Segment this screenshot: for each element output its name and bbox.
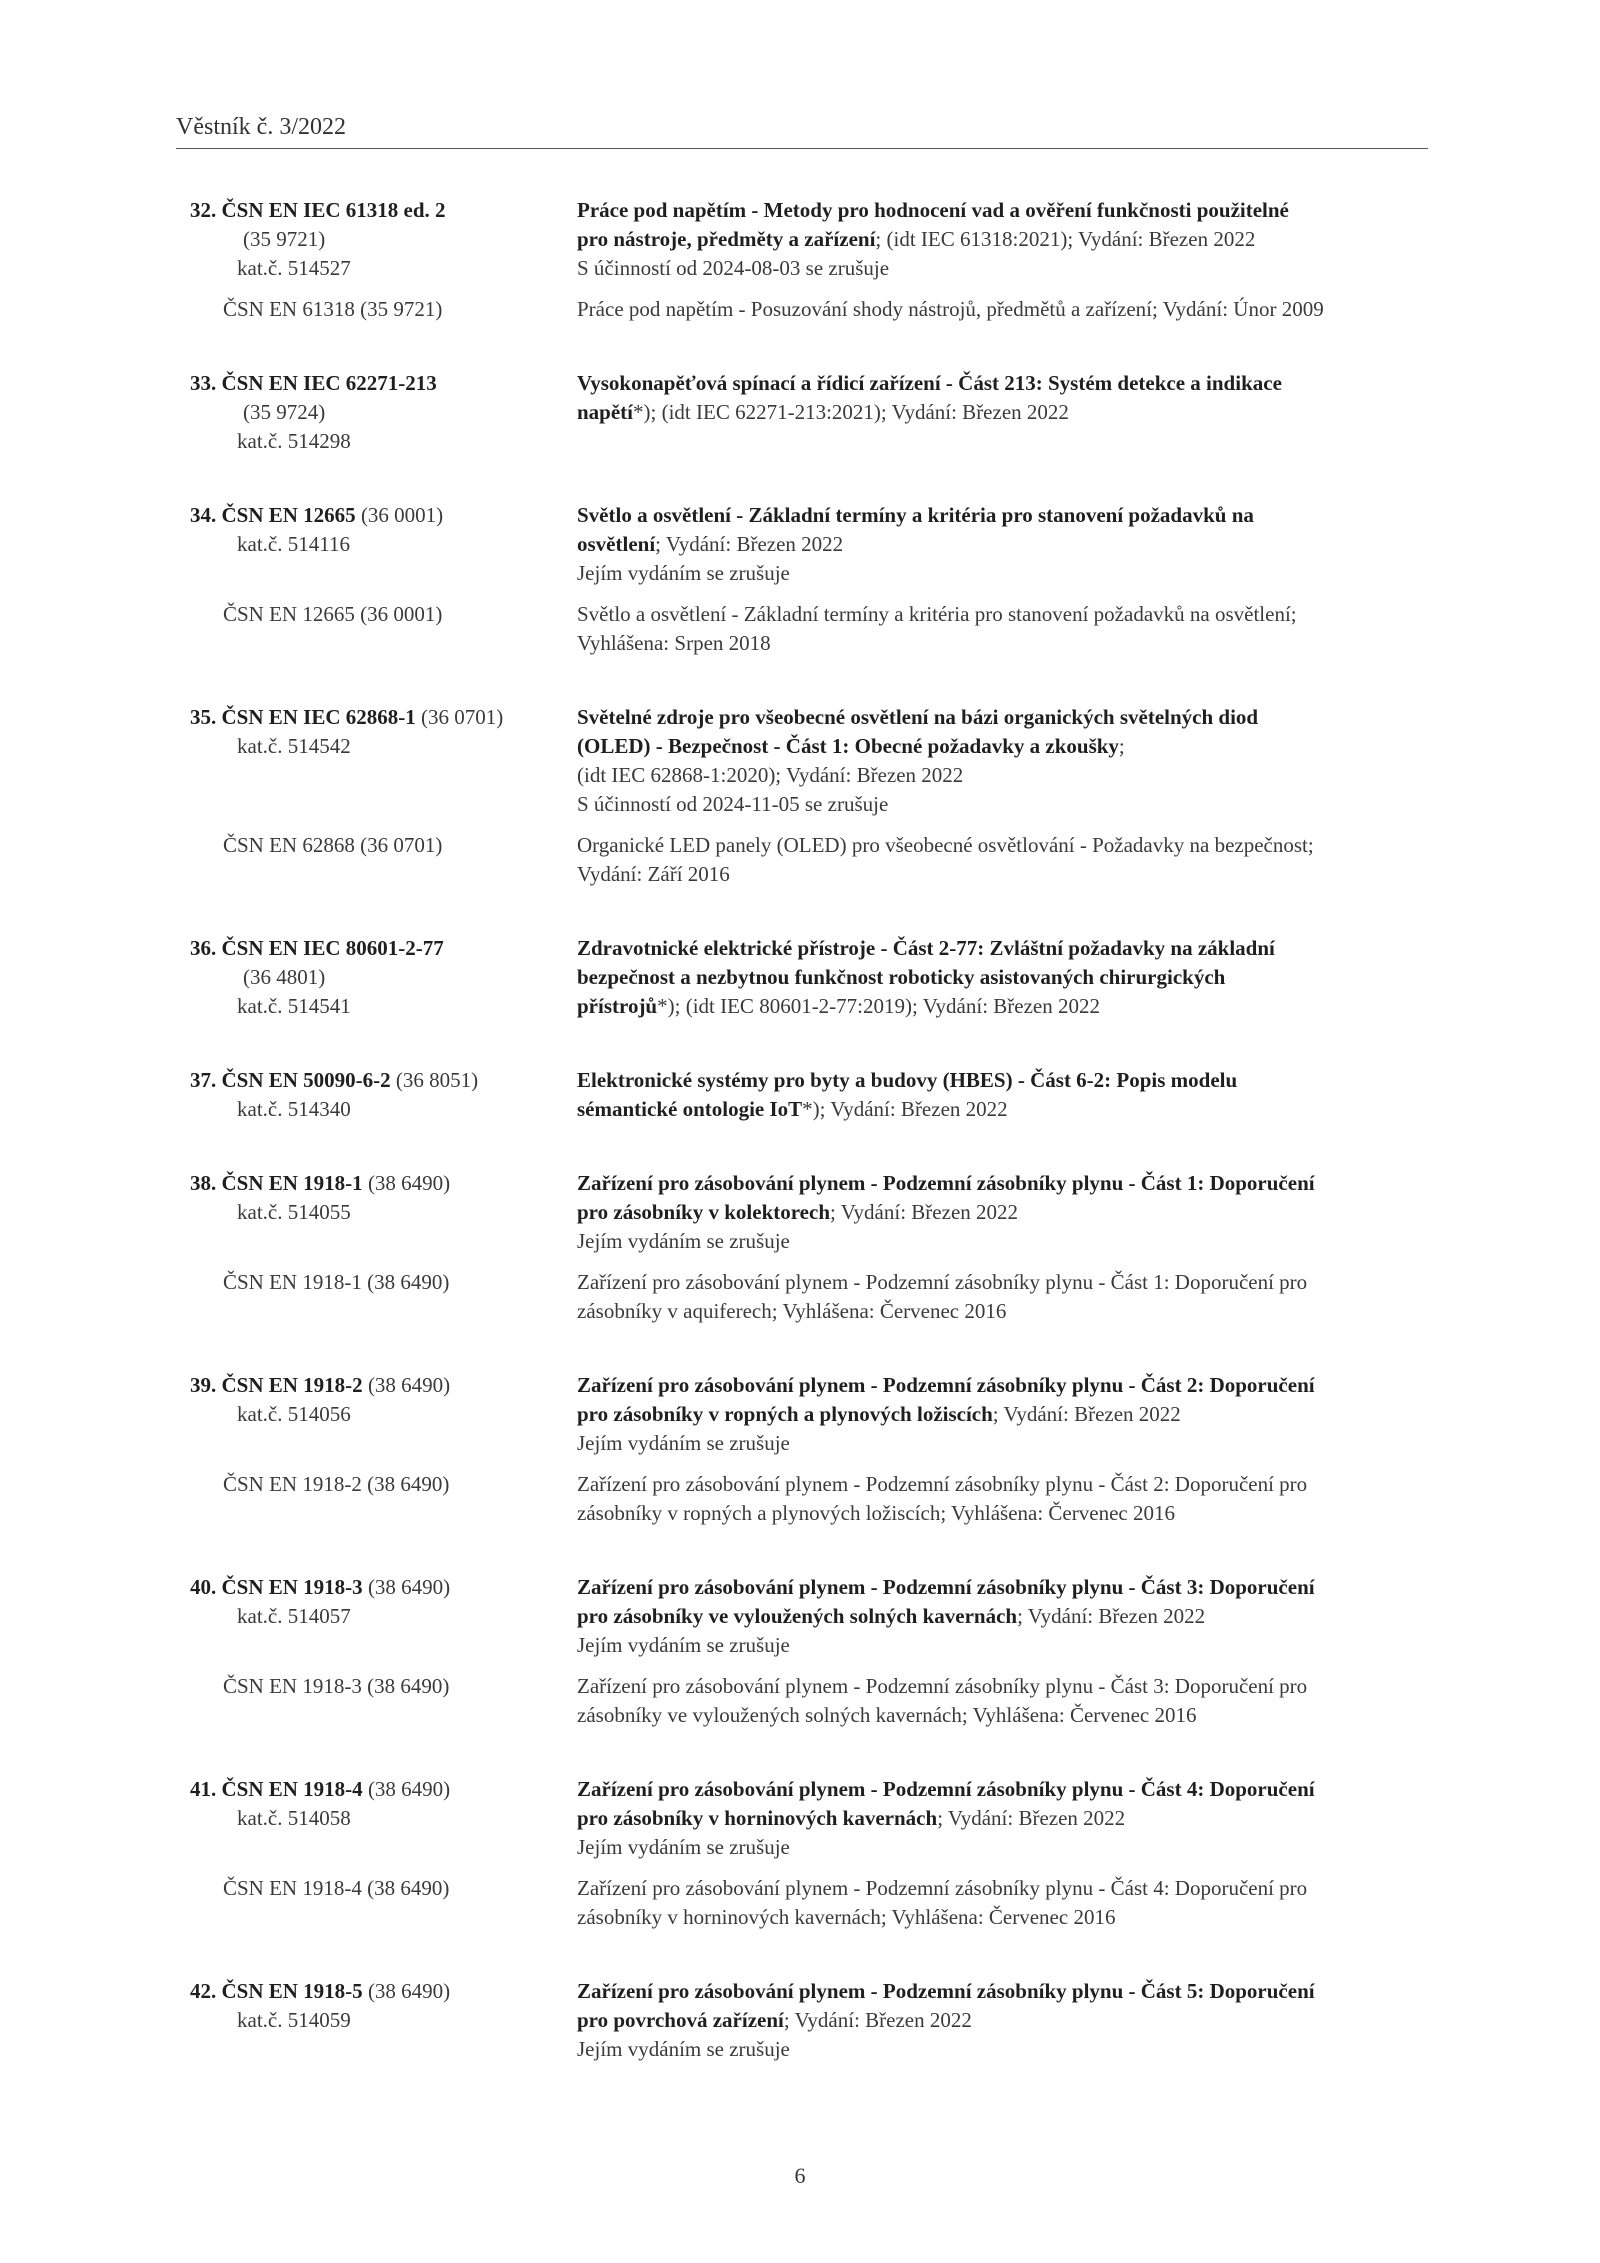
standard-entry xyxy=(176,196,1428,324)
entry-number: 33. xyxy=(190,371,217,395)
entry-identifier xyxy=(176,196,577,283)
entry-code-line xyxy=(190,703,577,732)
entry-class-code: (38 6490) xyxy=(367,1979,451,2003)
replaced-title-block xyxy=(577,1268,1428,1326)
entry-title-bold: Světlo a osvětlení - Základní termíny a kritéria pro stanovení požadavků na xyxy=(577,503,1254,527)
entry-title-line xyxy=(577,703,1428,732)
entry-number: 35. xyxy=(190,705,217,729)
entry-code: ČSN EN IEC 61318 ed. 2 xyxy=(221,198,446,222)
entry-number: 32. xyxy=(190,198,217,222)
entry-class-code: (38 6490) xyxy=(367,1373,451,1397)
entry-main-row xyxy=(176,1169,1428,1256)
entry-note: S účinností od 2024-11-05 se zrušuje xyxy=(577,792,889,816)
standard-entry xyxy=(176,1169,1428,1326)
entry-code: ČSN EN 12665 xyxy=(221,503,356,527)
entry-note: Jejím vydáním se zrušuje xyxy=(577,561,790,585)
entry-title-bold: Zařízení pro zásobování plynem - Podzemní zásobníky plynu - Část 4: Doporučení xyxy=(577,1777,1315,1801)
entry-title-suffix: (idt IEC 62868-1:2020); Vydání: Březen 2022 xyxy=(577,763,964,787)
replaced-title-line: Práce pod napětím - Posuzování shody nástrojů, předmětů a zařízení; Vydání: Únor 2009 xyxy=(577,297,1324,321)
entry-title-suffix: ; Vydání: Březen 2022 xyxy=(830,1200,1019,1224)
entry-title-line xyxy=(577,196,1428,225)
entry-identifier xyxy=(176,1573,577,1660)
entry-catalog-number: kat.č. 514059 xyxy=(237,2008,351,2032)
entry-code: ČSN EN IEC 62868-1 xyxy=(221,705,416,729)
replaced-title-line: zásobníky v ropných a plynových ložiscích; Vyhlášena: Červenec 2016 xyxy=(577,1501,1175,1525)
entry-number: 40. xyxy=(190,1575,217,1599)
entry-title-line xyxy=(577,1977,1428,2006)
standard-entry xyxy=(176,1066,1428,1124)
entry-title-bold: (OLED) - Bezpečnost - Část 1: Obecné požadavky a zkoušky xyxy=(577,734,1119,758)
header-title: Věstník č. 3/2022 xyxy=(176,114,346,140)
entry-title-bold: Zařízení pro zásobování plynem - Podzemní zásobníky plynu - Část 2: Doporučení xyxy=(577,1373,1315,1397)
entry-title-block xyxy=(577,501,1428,588)
entry-class-code: (35 9724) xyxy=(243,400,326,424)
entry-title-line xyxy=(577,501,1428,530)
entry-title-bold: pro zásobníky v ropných a plynových ložiscích xyxy=(577,1402,993,1426)
replaced-code: ČSN EN 62868 (36 0701) xyxy=(223,833,443,857)
entry-title-block xyxy=(577,196,1428,283)
replaced-standard-row xyxy=(176,831,1428,889)
entry-note: Jejím vydáním se zrušuje xyxy=(577,1633,790,1657)
entry-title-line xyxy=(577,1573,1428,1602)
entry-title-suffix: *); (idt IEC 62271-213:2021); Vydání: Březen 2022 xyxy=(633,400,1069,424)
entry-title-suffix: *); (idt IEC 80601-2-77:2019); Vydání: Březen 2022 xyxy=(657,994,1101,1018)
replaced-code: ČSN EN 61318 (35 9721) xyxy=(223,297,443,321)
replaced-title-line: Vydání: Září 2016 xyxy=(577,862,730,886)
entry-class-code: (36 0001) xyxy=(360,503,444,527)
entry-title-line xyxy=(577,398,1428,427)
entry-title-line xyxy=(577,2006,1428,2035)
entry-number: 39. xyxy=(190,1373,217,1397)
replaced-title-block xyxy=(577,1874,1428,1932)
entry-title-suffix: ; Vydání: Březen 2022 xyxy=(1017,1604,1206,1628)
entry-note: Jejím vydáním se zrušuje xyxy=(577,1835,790,1859)
entry-number: 41. xyxy=(190,1777,217,1801)
entry-identifier xyxy=(176,369,577,456)
entry-class-code: (38 6490) xyxy=(367,1575,451,1599)
entry-code: ČSN EN 1918-4 xyxy=(221,1777,363,1801)
replaced-title-line: zásobníky ve vyloužených solných kavernách; Vyhlášena: Červenec 2016 xyxy=(577,1703,1197,1727)
entry-class-code: (35 9721) xyxy=(243,227,326,251)
entry-catalog-number: kat.č. 514058 xyxy=(237,1806,351,1830)
entry-code-line xyxy=(190,369,577,398)
entry-main-row xyxy=(176,1573,1428,1660)
entry-title-suffix: ; Vydání: Březen 2022 xyxy=(783,2008,972,2032)
entry-title-line xyxy=(577,1169,1428,1198)
entry-title-suffix: *); Vydání: Březen 2022 xyxy=(802,1097,1008,1121)
replaced-standard-row xyxy=(176,1874,1428,1932)
replaced-title-block xyxy=(577,600,1428,658)
entry-title-bold: Světelné zdroje pro všeobecné osvětlení na bázi organických světelných diod xyxy=(577,705,1259,729)
entry-code: ČSN EN 1918-3 xyxy=(221,1575,363,1599)
entry-code: ČSN EN IEC 80601-2-77 xyxy=(221,936,444,960)
standard-entry xyxy=(176,1371,1428,1528)
page-header xyxy=(176,113,1428,149)
entry-title-bold: Elektronické systémy pro byty a budovy (HBES) - Část 6-2: Popis modelu xyxy=(577,1068,1238,1092)
replaced-standard-row xyxy=(176,1672,1428,1730)
replaced-standard-row xyxy=(176,1470,1428,1528)
entry-identifier xyxy=(176,501,577,588)
entry-main-row xyxy=(176,1775,1428,1862)
entry-number: 38. xyxy=(190,1171,217,1195)
entry-title-suffix: ; Vydání: Březen 2022 xyxy=(992,1402,1181,1426)
entry-main-row xyxy=(176,1066,1428,1124)
entry-code-line xyxy=(190,1169,577,1198)
entry-identifier xyxy=(176,1169,577,1256)
entry-title-line xyxy=(577,1804,1428,1833)
entry-code-line xyxy=(190,934,577,963)
replaced-code: ČSN EN 1918-3 (38 6490) xyxy=(223,1674,450,1698)
entry-code: ČSN EN 1918-5 xyxy=(221,1979,363,2003)
entry-title-line xyxy=(577,1066,1428,1095)
entry-title-line xyxy=(577,1371,1428,1400)
replaced-title-block xyxy=(577,295,1428,324)
standard-entry xyxy=(176,1573,1428,1730)
entry-title-bold: osvětlení xyxy=(577,532,656,556)
entry-identifier xyxy=(176,1066,577,1124)
entry-title-block xyxy=(577,1977,1428,2064)
entry-title-block xyxy=(577,1169,1428,1256)
replaced-title-block xyxy=(577,1672,1428,1730)
entry-title-line xyxy=(577,732,1428,761)
entry-title-bold: Práce pod napětím - Metody pro hodnocení vad a ověření funkčnosti použitelné xyxy=(577,198,1289,222)
entry-note: Jejím vydáním se zrušuje xyxy=(577,1431,790,1455)
entry-title-bold: Vysokonapěťová spínací a řídicí zařízení - Část 213: Systém detekce a indikace xyxy=(577,371,1282,395)
entry-title-suffix: ; (idt IEC 61318:2021); Vydání: Březen 2022 xyxy=(875,227,1256,251)
page-number: 6 xyxy=(794,2163,806,2188)
entry-catalog-number: kat.č. 514541 xyxy=(237,994,351,1018)
replaced-title-line: Zařízení pro zásobování plynem - Podzemní zásobníky plynu - Část 3: Doporučení pro xyxy=(577,1674,1308,1698)
replaced-code: ČSN EN 12665 (36 0001) xyxy=(223,602,443,626)
replaced-title-line: Zařízení pro zásobování plynem - Podzemní zásobníky plynu - Část 1: Doporučení pro xyxy=(577,1270,1308,1294)
entry-catalog-number: kat.č. 514116 xyxy=(237,532,350,556)
standard-entry xyxy=(176,934,1428,1021)
entry-title-bold: napětí xyxy=(577,400,634,424)
entry-title-line xyxy=(577,761,1428,790)
entry-title-suffix: ; xyxy=(1118,734,1125,758)
entry-title-line xyxy=(577,530,1428,559)
entry-identifier xyxy=(176,934,577,1021)
entry-main-row xyxy=(176,703,1428,819)
standard-entry xyxy=(176,1977,1428,2064)
replaced-title-block xyxy=(577,1470,1428,1528)
entry-code-line xyxy=(190,196,577,225)
entry-title-bold: Zařízení pro zásobování plynem - Podzemní zásobníky plynu - Část 1: Doporučení xyxy=(577,1171,1315,1195)
entry-title-bold: pro zásobníky v horninových kavernách xyxy=(577,1806,938,1830)
entry-code: ČSN EN IEC 62271-213 xyxy=(221,371,437,395)
entry-catalog-number: kat.č. 514056 xyxy=(237,1402,351,1426)
replaced-code: ČSN EN 1918-1 (38 6490) xyxy=(223,1270,450,1294)
entry-title-block xyxy=(577,934,1428,1021)
entry-number: 36. xyxy=(190,936,217,960)
entry-title-bold: sémantické ontologie IoT xyxy=(577,1097,803,1121)
entry-catalog-number: kat.č. 514527 xyxy=(237,256,351,280)
entry-number: 34. xyxy=(190,503,217,527)
entry-class-code: (36 8051) xyxy=(395,1068,479,1092)
entry-title-bold: přístrojů xyxy=(577,994,658,1018)
entry-code-line xyxy=(190,1775,577,1804)
entry-title-block xyxy=(577,703,1428,819)
replaced-title-line: Zařízení pro zásobování plynem - Podzemní zásobníky plynu - Část 2: Doporučení pro xyxy=(577,1472,1308,1496)
entry-title-line xyxy=(577,1400,1428,1429)
entry-code-line xyxy=(190,1066,577,1095)
entry-title-bold: pro povrchová zařízení xyxy=(577,2008,784,2032)
entry-main-row xyxy=(176,501,1428,588)
entry-catalog-number: kat.č. 514542 xyxy=(237,734,351,758)
entry-title-bold: pro zásobníky ve vyloužených solných kavernách xyxy=(577,1604,1018,1628)
replaced-title-block xyxy=(577,831,1428,889)
entry-title-line xyxy=(577,934,1428,963)
entry-note: Jejím vydáním se zrušuje xyxy=(577,1229,790,1253)
standard-entry xyxy=(176,703,1428,889)
replaced-title-line: Vyhlášena: Srpen 2018 xyxy=(577,631,771,655)
entry-catalog-number: kat.č. 514055 xyxy=(237,1200,351,1224)
entry-title-line xyxy=(577,963,1428,992)
entry-title-line xyxy=(577,1602,1428,1631)
standards-list xyxy=(176,196,1428,2109)
entry-code: ČSN EN 50090-6-2 xyxy=(221,1068,391,1092)
entry-title-line xyxy=(577,369,1428,398)
entry-title-line xyxy=(577,225,1428,254)
entry-number: 37. xyxy=(190,1068,217,1092)
entry-title-bold: Zařízení pro zásobování plynem - Podzemní zásobníky plynu - Část 5: Doporučení xyxy=(577,1979,1315,2003)
entry-identifier xyxy=(176,1977,577,2064)
entry-code-line xyxy=(190,501,577,530)
entry-catalog-number: kat.č. 514298 xyxy=(237,429,351,453)
entry-class-code: (38 6490) xyxy=(367,1171,451,1195)
standard-entry xyxy=(176,369,1428,456)
entry-identifier xyxy=(176,1371,577,1458)
entry-title-bold: Zdravotnické elektrické přístroje - Část 2-77: Zvláštní požadavky na základní xyxy=(577,936,1275,960)
replaced-title-line: zásobníky v aquiferech; Vyhlášena: Červenec 2016 xyxy=(577,1299,1007,1323)
entry-title-bold: pro zásobníky v kolektorech xyxy=(577,1200,831,1224)
entry-note: S účinností od 2024-08-03 se zrušuje xyxy=(577,256,890,280)
entry-catalog-number: kat.č. 514057 xyxy=(237,1604,351,1628)
entry-note: Jejím vydáním se zrušuje xyxy=(577,2037,790,2061)
entry-main-row xyxy=(176,196,1428,283)
replaced-standard-row xyxy=(176,295,1428,324)
replaced-standard-row xyxy=(176,600,1428,658)
entry-class-code: (38 6490) xyxy=(367,1777,451,1801)
standard-entry xyxy=(176,501,1428,658)
entry-title-block xyxy=(577,1066,1428,1124)
entry-title-line xyxy=(577,992,1428,1021)
entry-title-suffix: ; Vydání: Březen 2022 xyxy=(937,1806,1126,1830)
replaced-title-line: zásobníky v horninových kavernách; Vyhlášena: Červenec 2016 xyxy=(577,1905,1116,1929)
entry-number: 42. xyxy=(190,1979,217,2003)
replaced-title-line: Zařízení pro zásobování plynem - Podzemní zásobníky plynu - Část 4: Doporučení pro xyxy=(577,1876,1308,1900)
entry-title-block xyxy=(577,1371,1428,1458)
entry-class-code: (36 4801) xyxy=(243,965,326,989)
entry-code-line xyxy=(190,1573,577,1602)
entry-title-line xyxy=(577,1775,1428,1804)
entry-title-block xyxy=(577,369,1428,456)
entry-title-bold: Zařízení pro zásobování plynem - Podzemní zásobníky plynu - Část 3: Doporučení xyxy=(577,1575,1315,1599)
standard-entry xyxy=(176,1775,1428,1932)
entry-title-line xyxy=(577,1198,1428,1227)
entry-catalog-number: kat.č. 514340 xyxy=(237,1097,351,1121)
entry-class-code: (36 0701) xyxy=(421,705,504,729)
entry-code-line xyxy=(190,1371,577,1400)
entry-title-bold: pro nástroje, předměty a zařízení xyxy=(577,227,876,251)
replaced-code: ČSN EN 1918-4 (38 6490) xyxy=(223,1876,450,1900)
entry-main-row xyxy=(176,1977,1428,2064)
entry-main-row xyxy=(176,1371,1428,1458)
replaced-title-line: Světlo a osvětlení - Základní termíny a kritéria pro stanovení požadavků na osvětlení; xyxy=(577,602,1297,626)
entry-title-suffix: ; Vydání: Březen 2022 xyxy=(655,532,844,556)
entry-code: ČSN EN 1918-2 xyxy=(221,1373,363,1397)
entry-title-block xyxy=(577,1573,1428,1660)
replaced-code: ČSN EN 1918-2 (38 6490) xyxy=(223,1472,450,1496)
replaced-standard-row xyxy=(176,1268,1428,1326)
replaced-title-line: Organické LED panely (OLED) pro všeobecné osvětlování - Požadavky na bezpečnost; xyxy=(577,833,1314,857)
entry-identifier xyxy=(176,703,577,819)
entry-main-row xyxy=(176,934,1428,1021)
entry-main-row xyxy=(176,369,1428,456)
entry-title-block xyxy=(577,1775,1428,1862)
entry-title-bold: bezpečnost a nezbytnou funkčnost roboticky asistovaných chirurgických xyxy=(577,965,1226,989)
entry-code-line xyxy=(190,1977,577,2006)
entry-code: ČSN EN 1918-1 xyxy=(221,1171,363,1195)
entry-title-line xyxy=(577,1095,1428,1124)
entry-identifier xyxy=(176,1775,577,1862)
